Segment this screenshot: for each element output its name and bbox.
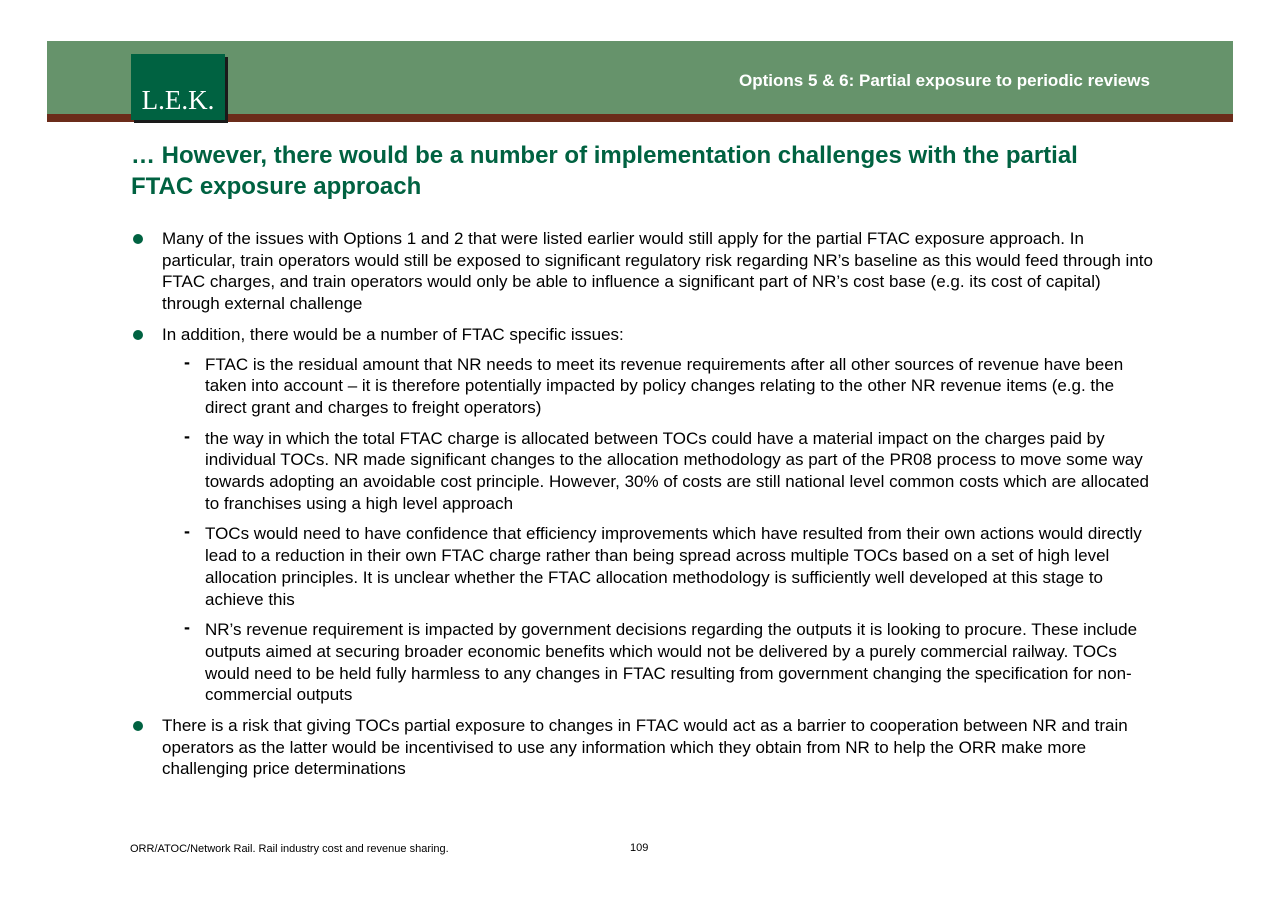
bullet-item [131,715,1153,780]
slide-title: … However, there would be a number of implementation challenges with the partial FTAC exposure approach [131,142,1078,200]
dash-marker-icon: - [184,521,190,542]
page-number: 109 [630,842,649,854]
sub-bullet-text: FTAC is the residual amount that NR needs to meet its revenue requirements after all other sources of revenue have been taken into account – it is therefore potentially impacted by policy changes relating to the other NR revenue items (e.g. the direct grant and charges to freight operators) [205,354,1124,417]
sub-bullet-list [174,351,1153,707]
section-label: Options 5 & 6: Partial exposure to periodic reviews [739,71,1150,90]
bullet-dot-icon [133,234,143,244]
bullet-item [131,228,1153,315]
sub-bullet-item [174,425,1153,515]
bullet-text: Many of the issues with Options 1 and 2 that were listed earlier would still apply for the partial FTAC exposure approach. In particular, train operators would still be exposed to significant regulatory risk regarding NR’s baseline as this would feed through into FTAC charges, and train operators would only be able to influence a significant part of NR’s cost base (e.g. its cost of capital) through external challenge [162,229,1153,314]
slide-body [131,228,1153,789]
dash-marker-icon: - [184,425,190,446]
lek-logo [131,54,225,120]
sub-bullet-item [174,523,1153,610]
bullet-dot-icon [133,330,143,340]
sub-bullet-item [174,351,1153,419]
sub-bullet-item [174,619,1153,706]
footer-source: ORR/ATOC/Network Rail. Rail industry cost and revenue sharing. [130,843,449,855]
dash-marker-icon: - [184,617,190,638]
sub-bullet-text: NR’s revenue requirement is impacted by government decisions regarding the outputs it is looking to procure. These include outputs aimed at securing broader economic benefits which would not be delivered by a purely commercial railway. TOCs would need to be held fully harmless to any changes in FTAC resulting from government changing the specification for non-commercial outputs [205,620,1138,705]
sub-bullet-text: TOCs would need to have confidence that efficiency improvements which have resulted from their own actions would directly lead to a reduction in their own FTAC charge rather than being spread across multiple TOCs based on a set of high level allocation principles. It is unclear whether the FTAC allocation methodology is sufficiently well developed at this stage to achieve this [205,524,1142,609]
sub-bullet-text: the way in which the total FTAC charge is allocated between TOCs could have a material impact on the charges paid by individual TOCs. NR made significant changes to the allocation methodology as part of the PR08 process to move some way towards adopting an avoidable cost principle. However, 30% of costs are still national level common costs which are allocated to franchises using a high level approach [205,428,1149,513]
bullet-dot-icon [133,721,143,731]
bullet-item [131,324,1153,706]
bullet-text: In addition, there would be a number of FTAC specific issues: [162,324,624,344]
bullet-text: There is a risk that giving TOCs partial exposure to changes in FTAC would act as a barrier to cooperation between NR and train operators as the latter would be incentivised to use any information which they obtain from NR to help the ORR make more challenging price determinations [162,716,1128,779]
dash-marker-icon: - [184,351,190,372]
logo-text: L.E.K. [141,85,215,115]
